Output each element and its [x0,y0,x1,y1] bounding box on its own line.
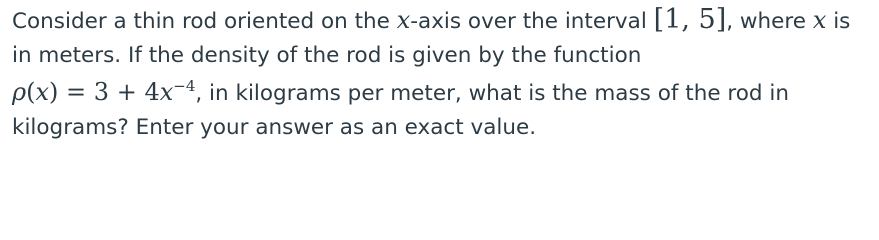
problem-line-1 [12,2,869,38]
math-interval: [1, 5] [653,4,727,35]
math-variable-x: x [812,6,827,34]
problem-line-2: in meters. If the density of the rod is given by the function [12,43,642,68]
text-segment: is [826,9,851,34]
text-segment: , in kilograms per meter, what is the mass of the rod in [195,81,789,106]
density-function-formula: $\rho(x) = 3 + 4x^{-4}$ [12,77,196,106]
text-segment: -axis over the interval [410,9,654,34]
math-variable-x: x [396,6,411,34]
text-segment: , where [726,9,813,34]
problem-line-3 [12,74,869,110]
text-segment: Consider a thin rod oriented on the [12,9,397,34]
problem-line-4: kilograms? Enter your answer as an exact value. [12,115,537,140]
exponent: −4 [173,77,196,95]
